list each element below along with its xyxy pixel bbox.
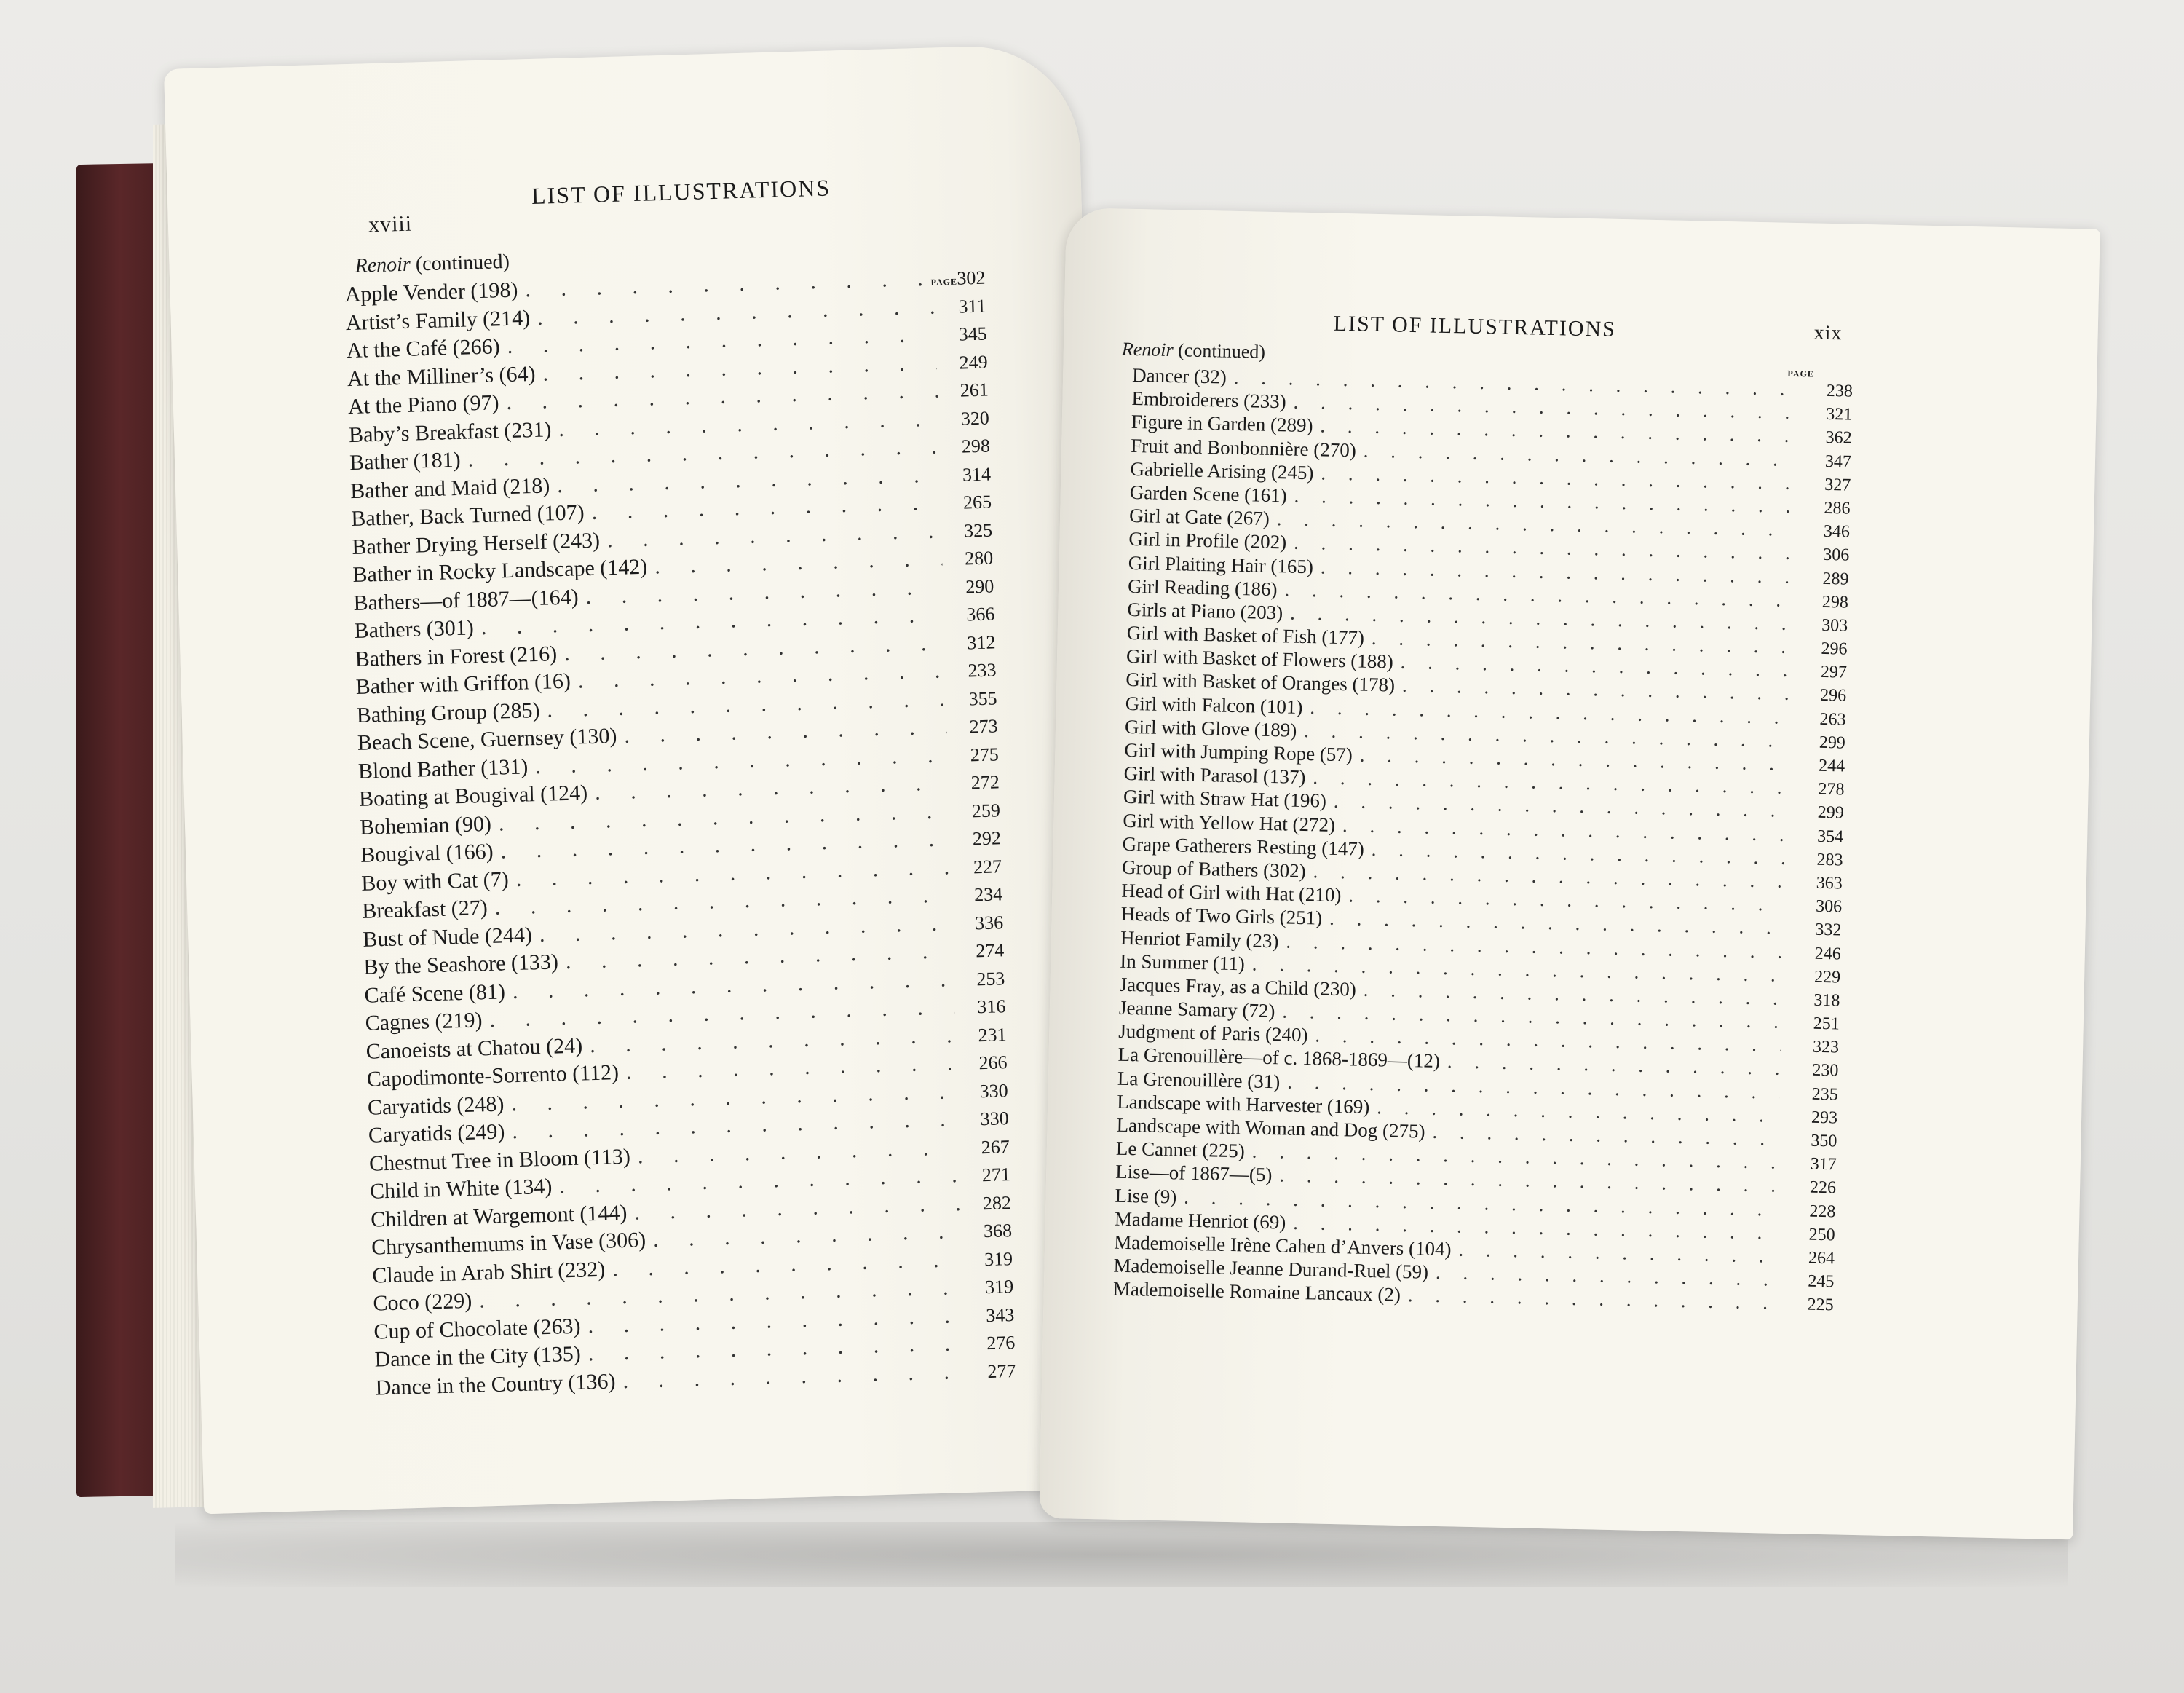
entry-page-number: 234 — [973, 883, 1003, 906]
entry-page-number: 282 — [982, 1191, 1012, 1214]
section-note: (continued) — [410, 250, 510, 276]
entry-page-number: 330 — [980, 1108, 1010, 1130]
entry-title: Girl Plaiting Hair (165) — [1128, 551, 1314, 577]
entry-page-number: 325 — [963, 518, 993, 542]
entry-title: Apple Vender (198) — [344, 277, 518, 307]
entry-title: Chrysanthemums in Vase (306) — [371, 1228, 646, 1260]
entry-page-number: 251 — [1813, 1014, 1840, 1034]
entry-page-number: 244 — [1818, 756, 1845, 776]
entry-title: Bathers—of 1887—(164) — [353, 584, 579, 615]
entry-page-number: 231 — [978, 1023, 1007, 1046]
entry-title: Le Cannet (225) — [1115, 1137, 1246, 1162]
entry-title: Coco (229) — [372, 1288, 472, 1316]
entry-page-number: 267 — [981, 1135, 1010, 1158]
entry-page-number: 298 — [961, 435, 991, 457]
entry-page-number: 271 — [981, 1164, 1011, 1186]
entry-page-number: 278 — [1818, 779, 1845, 800]
entry-page-number: 302 — [957, 267, 986, 289]
entry-title: Figure in Garden (289) — [1131, 411, 1313, 437]
entry-page-number: 319 — [984, 1276, 1014, 1298]
entry-page-number: 228 — [1809, 1201, 1836, 1221]
entry-title: Cup of Chocolate (263) — [373, 1314, 581, 1344]
entry-title: Judgment of Paris (240) — [1118, 1019, 1308, 1046]
entry-page-number: 230 — [1812, 1061, 1839, 1081]
entry-page-number: 347 — [1824, 451, 1852, 472]
entry-page-number: 249 — [959, 351, 989, 374]
entry-title: By the Seashore (133) — [363, 950, 559, 979]
entry-title: Girl with Straw Hat (196) — [1123, 786, 1327, 813]
section-name: Renoir — [355, 253, 411, 277]
entry-title: Breakfast (27) — [361, 896, 488, 923]
entry-page-number: 289 — [1822, 569, 1849, 589]
entry-title: Lise—of 1867—(5) — [1115, 1161, 1273, 1186]
entry-title: Gabrielle Arising (245) — [1130, 457, 1314, 484]
entry-title: Jeanne Samary (72) — [1118, 996, 1275, 1022]
entry-page-number: 306 — [1815, 896, 1843, 917]
entry-title: Café Scene (81) — [364, 979, 506, 1008]
right-page — [1039, 208, 2100, 1539]
entry-title: Bohemian (90) — [359, 811, 492, 840]
entry-title: Dance in the City (135) — [374, 1341, 582, 1372]
entry-page-number: 290 — [965, 575, 994, 598]
entry-title: Girl with Basket of Flowers (188) — [1125, 645, 1394, 673]
entry-title: Head of Girl with Hat (210) — [1121, 879, 1342, 907]
entry-page-number: 316 — [976, 995, 1006, 1018]
entry-title: Capodimonte-Sorrento (112) — [366, 1060, 620, 1092]
entry-page-number: 297 — [1820, 663, 1848, 682]
entry-title: Claude in Arab Shirt (232) — [371, 1257, 606, 1288]
entry-page-number: 346 — [1823, 522, 1851, 542]
entry-page-number: 303 — [1821, 615, 1848, 636]
entry-title: Bather in Rocky Landscape (142) — [352, 554, 648, 588]
entry-page-number: 265 — [962, 491, 992, 513]
entry-page-number: 311 — [958, 295, 986, 317]
entry-page-number: 319 — [984, 1247, 1013, 1270]
entry-page-number: 299 — [1817, 803, 1845, 823]
left-section-label — [355, 250, 510, 278]
entry-page-number: 306 — [1822, 545, 1850, 565]
entry-page-number: 245 — [1808, 1271, 1835, 1292]
entry-title: Bather, Back Turned (107) — [350, 500, 585, 532]
entry-title: Girl at Gate (267) — [1128, 505, 1270, 530]
entry-title: Bather with Griffon (16) — [355, 668, 571, 699]
entry-title: Boating at Bougival (124) — [358, 781, 588, 811]
entry-title: Girl with Jumping Rope (57) — [1124, 738, 1353, 766]
entry-title: Caryatids (249) — [368, 1119, 505, 1148]
entry-title: Blond Bather (131) — [357, 754, 529, 784]
entry-title: Bust of Nude (244) — [363, 922, 533, 952]
entry-page-number: 354 — [1816, 826, 1844, 847]
entry-page-number: 238 — [1826, 381, 1853, 401]
entry-title: At the Piano (97) — [347, 390, 499, 419]
entry-title: Canoeists at Chatou (24) — [365, 1033, 583, 1064]
entry-page-number: 355 — [968, 687, 997, 709]
entry-title: Beach Scene, Guernsey (130) — [357, 723, 617, 755]
left-page-folio: xviii — [368, 211, 413, 237]
entry-title: Artist’s Family (214) — [345, 305, 531, 335]
entry-page-number: 327 — [1824, 475, 1851, 495]
entry-title: Girl with Falcon (101) — [1125, 692, 1303, 718]
entry-title: Mademoiselle Irène Cahen d’Anvers (104) — [1113, 1231, 1452, 1260]
entry-title: At the Café (266) — [346, 334, 501, 363]
left-page-column-label: PAGE — [930, 276, 958, 288]
entry-page-number: 283 — [1816, 850, 1843, 870]
entry-page-number: 266 — [978, 1051, 1008, 1074]
entry-page-number: 323 — [1812, 1037, 1840, 1057]
entry-title: Bathing Group (285) — [356, 698, 540, 727]
entry-page-number: 259 — [971, 799, 1001, 821]
entry-title: Mademoiselle Jeanne Durand-Ruel (59) — [1113, 1254, 1429, 1283]
entry-title: Jacques Fray, as a Child (230) — [1119, 973, 1357, 1001]
entry-page-number: 321 — [1826, 405, 1853, 425]
entry-page-number: 277 — [986, 1359, 1016, 1382]
entry-page-number: 280 — [964, 547, 994, 569]
entry-page-number: 343 — [985, 1303, 1015, 1326]
entry-title: Bather and Maid (218) — [349, 473, 550, 503]
entry-title: Caryatids (248) — [367, 1092, 505, 1120]
entry-page-number: 275 — [970, 743, 1000, 765]
entry-title: Girl Reading (186) — [1127, 575, 1278, 600]
entry-title: Bather (181) — [349, 447, 462, 475]
section-name: Renoir — [1121, 338, 1174, 361]
entry-title: Cagnes (219) — [365, 1008, 483, 1035]
entry-page-number: 235 — [1811, 1084, 1838, 1105]
right-section-label — [1122, 339, 1266, 363]
entry-page-number: 229 — [1813, 967, 1841, 987]
entry-title: Baby’s Breakfast (231) — [348, 417, 552, 447]
entry-page-number: 293 — [1811, 1108, 1838, 1128]
right-illustration-list — [1113, 364, 1853, 1317]
entry-title: In Summer (11) — [1120, 950, 1246, 975]
entry-title: Heads of Two Girls (251) — [1120, 903, 1323, 929]
entry-title: Child in White (134) — [369, 1174, 553, 1204]
entry-title: Group of Bathers (302) — [1121, 856, 1307, 883]
entry-page-number: 276 — [986, 1332, 1016, 1354]
left-page — [164, 44, 1117, 1514]
entry-page-number: 272 — [970, 771, 1000, 794]
entry-title: Madame Henriot (69) — [1114, 1207, 1286, 1234]
entry-page-number: 362 — [1825, 428, 1852, 449]
right-page-column-label: PAGE — [1787, 368, 1815, 379]
entry-page-number: 264 — [1808, 1248, 1835, 1268]
left-illustration-list — [344, 265, 1016, 1404]
entry-title: Grape Gatherers Resting (147) — [1122, 832, 1365, 860]
entry-page-number: 246 — [1814, 944, 1842, 963]
entry-title: La Grenouillère—of c. 1868-1869—(12) — [1117, 1043, 1441, 1073]
entry-title: La Grenouillère (31) — [1117, 1067, 1281, 1093]
entry-page-number: 312 — [967, 631, 996, 653]
entry-title: Dancer (32) — [1131, 363, 1227, 388]
right-page-header: LIST OF ILLUSTRATIONS — [1333, 311, 1617, 342]
section-note: (continued) — [1173, 339, 1266, 363]
entry-page-number: 299 — [1819, 733, 1846, 753]
entry-title: Girl in Profile (202) — [1128, 528, 1287, 553]
right-page-folio: xix — [1813, 321, 1843, 345]
entry-title: Girl with Yellow Hat (272) — [1123, 809, 1336, 836]
entry-title: Fruit and Bonbonnière (270) — [1130, 434, 1357, 461]
entry-page-number: 298 — [1821, 592, 1849, 612]
entry-page-number: 273 — [969, 715, 999, 738]
entry-page-number: 350 — [1811, 1131, 1837, 1151]
entry-title: Girl with Glove (189) — [1124, 715, 1297, 741]
entry-title: Dance in the Country (136) — [375, 1368, 616, 1400]
entry-page-number: 314 — [962, 463, 992, 486]
entry-title: Mademoiselle Romaine Lancaux (2) — [1112, 1277, 1401, 1306]
entry-page-number: 292 — [972, 827, 1002, 850]
entry-page-number: 366 — [965, 603, 995, 625]
entry-title: Children at Wargemont (144) — [370, 1200, 628, 1232]
entry-page-number: 286 — [1824, 498, 1851, 518]
entry-title: Bougival (166) — [360, 839, 494, 867]
entry-title: Embroiderers (233) — [1131, 387, 1286, 413]
entry-title: Landscape with Harvester (169) — [1116, 1090, 1370, 1118]
entry-page-number: 345 — [958, 323, 987, 345]
entry-page-number: 330 — [979, 1079, 1009, 1102]
entry-title: Bathers (301) — [354, 615, 475, 643]
entry-page-number: 368 — [983, 1220, 1013, 1242]
entry-page-number: 233 — [968, 659, 997, 682]
entry-title: Girl with Parasol (137) — [1123, 762, 1306, 789]
left-page-header: LIST OF ILLUSTRATIONS — [531, 174, 831, 209]
entry-title: Lise (9) — [1115, 1184, 1177, 1208]
entry-title: Henriot Family (23) — [1120, 926, 1279, 952]
entry-page-number: 296 — [1819, 686, 1847, 706]
entry-title: Garden Scene (161) — [1129, 481, 1288, 507]
entry-page-number: 226 — [1809, 1178, 1837, 1198]
entry-title: Boy with Cat (7) — [360, 867, 510, 896]
entry-page-number: 318 — [1813, 990, 1840, 1011]
book-cover — [76, 163, 164, 1497]
entry-page-number: 317 — [1810, 1154, 1837, 1175]
entry-page-number: 225 — [1807, 1295, 1834, 1315]
entry-page-number: 336 — [974, 911, 1004, 934]
entry-title: Landscape with Woman and Dog (275) — [1116, 1113, 1425, 1143]
entry-page-number: 363 — [1816, 873, 1843, 893]
entry-page-number: 320 — [960, 407, 990, 430]
entry-page-number: 250 — [1808, 1225, 1835, 1245]
entry-title: Girl with Basket of Oranges (178) — [1125, 668, 1396, 697]
entry-page-number: 261 — [960, 379, 989, 401]
entry-title: Bather Drying Herself (243) — [351, 528, 601, 559]
entry-page-number: 263 — [1819, 709, 1846, 730]
entry-page-number: 227 — [973, 855, 1002, 877]
entry-title: Girls at Piano (203) — [1127, 598, 1283, 624]
entry-page-number: 332 — [1815, 920, 1842, 940]
entry-title: Bathers in Forest (216) — [355, 641, 558, 671]
entry-page-number: 274 — [975, 939, 1005, 962]
entry-page-number: 253 — [976, 967, 1005, 990]
entry-page-number: 296 — [1821, 639, 1848, 659]
entry-title: Chestnut Tree in Bloom (113) — [368, 1144, 631, 1176]
entry-title: At the Milliner’s (64) — [347, 361, 536, 391]
entry-title: Girl with Basket of Fish (177) — [1126, 621, 1365, 649]
